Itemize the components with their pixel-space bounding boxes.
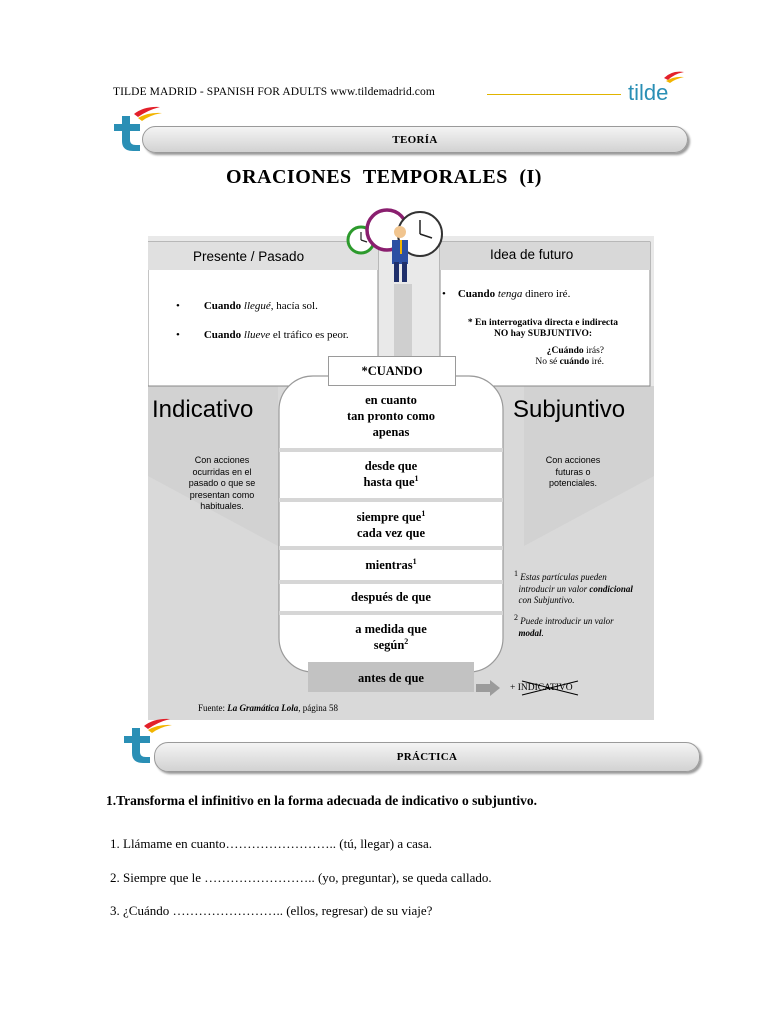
section-bar-teoria: [142, 126, 688, 153]
exercise-title: 1.Transforma el infinitivo en la forma adecuada de indicativo o subjuntivo.: [106, 793, 538, 808]
idea-futuro-header: Idea de futuro: [490, 247, 574, 262]
indicativo-description: Con acciones ocurridas en el pasado o que se presentan como habituales.: [188, 455, 256, 511]
diagram: [148, 196, 654, 720]
page-title: ORACIONES TEMPORALES (I): [226, 166, 542, 188]
t-logo-icon: [108, 104, 166, 152]
conjunction-group-5: después de que: [351, 590, 431, 604]
section-bar-practica: [154, 742, 700, 772]
left-example-1: • Cuando llegué, hacía sol.: [176, 300, 318, 312]
cuando-label: *CUANDO: [328, 356, 456, 386]
exercise-item: 3. ¿Cuándo …………………….. (ellos, regresar) de su viaje?: [110, 903, 433, 918]
conjunction-group-7: antes de que: [358, 671, 424, 685]
header-text: TILDE MADRID - SPANISH FOR ADULTS www.tildemadrid.com: [113, 86, 435, 98]
subjuntivo-heading: Subjuntivo: [513, 396, 626, 423]
presente-pasado-header: Presente / Pasado: [193, 249, 305, 264]
source-citation: Fuente: La Gramática Lola, página 58: [198, 703, 338, 713]
conjunction-group-3: siempre que$^1$ cada vez que: [356, 508, 426, 540]
exercise-item: 1. Llámame en cuanto…………………….. (tú, llegar) a casa.: [110, 836, 433, 851]
indicativo-heading: Indicativo: [152, 396, 254, 423]
exercise-item: 2. Siempre que le …………………….. (yo, preguntar), se queda callado.: [110, 870, 492, 885]
section-title: TEORÍA: [392, 133, 438, 146]
conjunction-group-6: a medida que según$^2$: [355, 622, 427, 652]
right-questions: ¿Cuándo irás? No sé cuándo iré.: [535, 346, 604, 367]
conjunction-group-1: en cuanto tan pronto como apenas: [347, 393, 435, 439]
conjunction-group-4: mientras$^1$: [365, 556, 417, 572]
t-logo-icon: [118, 716, 176, 764]
plus-indicativo-crossed: + INDICATIVO: [510, 683, 573, 693]
right-note: * En interrogativa directa e indirecta NO hay SUBJUNTIVO:: [467, 318, 619, 339]
footnote-1: $^1$ Estas partículas pueden introducir un valor condicional con Subjuntivo.: [514, 569, 633, 605]
conjunction-group-2: desde que hasta que$^1$: [363, 459, 419, 489]
header-rule: [487, 94, 621, 95]
tilde-logo: [626, 66, 686, 106]
section-title: PRÁCTICA: [396, 751, 458, 763]
left-example-2: • Cuando llueve el tráfico es peor.: [176, 329, 349, 341]
footnote-2: $^2$ Puede introducir un valor modal.: [514, 613, 614, 638]
tilde-logo-text: tilde: [628, 80, 669, 105]
subjuntivo-description: Con acciones futuras o potenciales.: [545, 455, 601, 488]
right-example: • Cuando tenga dinero iré.: [442, 288, 571, 300]
